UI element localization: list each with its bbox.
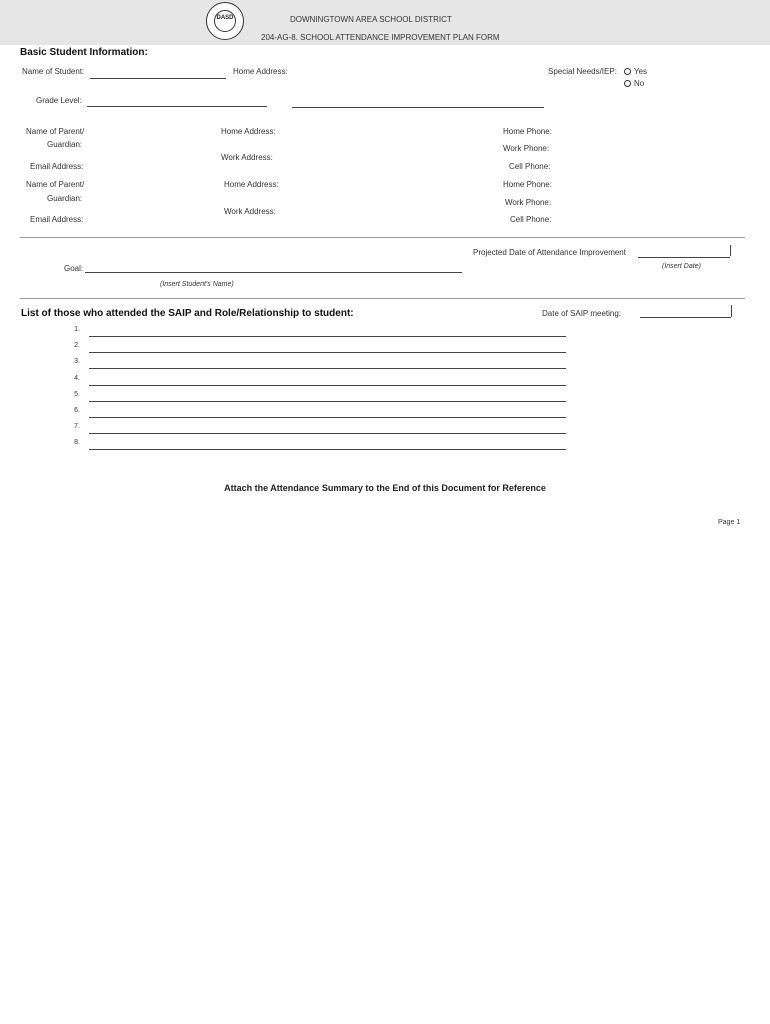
student-home-address-label: Home Address: — [233, 67, 288, 76]
insert-name-hint: (Insert Student's Name) — [160, 281, 234, 288]
parent1-email-label: Email Address: — [30, 162, 84, 171]
student-name-label: Name of Student: — [22, 67, 85, 76]
saip-meeting-date-field[interactable] — [640, 306, 731, 318]
form-title: 204-AG-8. SCHOOL ATTENDANCE IMPROVEMENT PLAN FORM — [261, 33, 500, 42]
parent2-home-phone-label: Home Phone: — [503, 180, 552, 189]
parent2-email-label: Email Address: — [30, 215, 84, 224]
attendee-number-7: 7. — [74, 423, 80, 431]
attendee-number-3: 3. — [74, 358, 80, 366]
special-needs-label: Special Needs/IEP: — [548, 67, 617, 76]
special-needs-no-radio[interactable] — [624, 80, 631, 87]
attendee-number-8: 8. — [74, 439, 80, 447]
basic-info-title: Basic Student Information: — [20, 47, 148, 58]
attendees-title: List of those who attended the SAIP and Role/Relationship to student: — [21, 308, 354, 319]
special-needs-no-label: No — [634, 79, 645, 88]
parent1-cell-phone-label: Cell Phone: — [509, 162, 551, 171]
student-home-address-field[interactable] — [292, 96, 544, 108]
insert-date-hint: (Insert Date) — [662, 263, 701, 270]
special-needs-yes-radio[interactable] — [624, 68, 631, 75]
parent2-name-label-line1: Name of Parent/ — [26, 180, 85, 189]
attendee-field-6[interactable] — [89, 406, 566, 418]
saip-meeting-date-label: Date of SAIP meeting: — [542, 309, 622, 318]
projected-date-field[interactable] — [638, 246, 730, 258]
parent1-name-label-line2: Guardian: — [47, 140, 83, 149]
grade-level-field[interactable] — [87, 95, 267, 107]
attendee-field-5[interactable] — [89, 390, 566, 402]
goal-label: Goal: — [64, 264, 84, 273]
parent2-home-address-label: Home Address: — [224, 180, 279, 189]
saip-date-tick — [731, 305, 732, 317]
seal-text: DASD — [216, 15, 234, 21]
student-name-field[interactable] — [90, 67, 226, 79]
district-name: DOWNINGTOWN AREA SCHOOL DISTRICT — [290, 15, 452, 24]
special-needs-yes-label: Yes — [634, 67, 648, 76]
section-divider-1 — [20, 237, 745, 238]
parent2-work-phone-label: Work Phone: — [505, 198, 552, 207]
grade-level-label: Grade Level: — [36, 96, 82, 105]
parent1-work-phone-label: Work Phone: — [503, 144, 550, 153]
page-number: Page 1 — [718, 519, 741, 526]
attendee-field-8[interactable] — [89, 438, 566, 450]
parent2-name-label-line2: Guardian: — [47, 194, 83, 203]
attendee-number-1: 1. — [74, 326, 80, 333]
attendee-field-1[interactable] — [89, 325, 566, 337]
attendee-field-3[interactable] — [89, 357, 566, 369]
parent2-work-address-label: Work Address: — [224, 207, 276, 216]
goal-field[interactable] — [85, 261, 462, 273]
district-seal-icon — [206, 2, 244, 40]
projected-date-label: Projected Date of Attendance Improvement — [473, 248, 626, 257]
attendee-field-4[interactable] — [89, 374, 566, 386]
projected-date-tick — [730, 245, 731, 256]
parent1-home-phone-label: Home Phone: — [503, 127, 552, 136]
attendee-number-4: 4. — [74, 374, 80, 382]
attach-note — [0, 483, 770, 493]
attendee-field-7[interactable] — [89, 422, 566, 434]
attendee-field-2[interactable] — [89, 341, 566, 353]
parent2-cell-phone-label: Cell Phone: — [510, 215, 552, 224]
parent1-name-label-line1: Name of Parent/ — [26, 127, 85, 136]
parent1-work-address-label: Work Address: — [221, 153, 273, 162]
attach-note-text: Attach the Attendance Summary to the End of this Document for Reference — [224, 483, 546, 493]
attendee-number-6: 6. — [74, 407, 80, 414]
section-divider-2 — [20, 298, 745, 299]
seal-inner-ring — [214, 10, 236, 32]
parent1-home-address-label: Home Address: — [221, 127, 276, 136]
attendee-number-5: 5. — [74, 390, 80, 398]
attendee-number-2: 2. — [74, 342, 80, 350]
